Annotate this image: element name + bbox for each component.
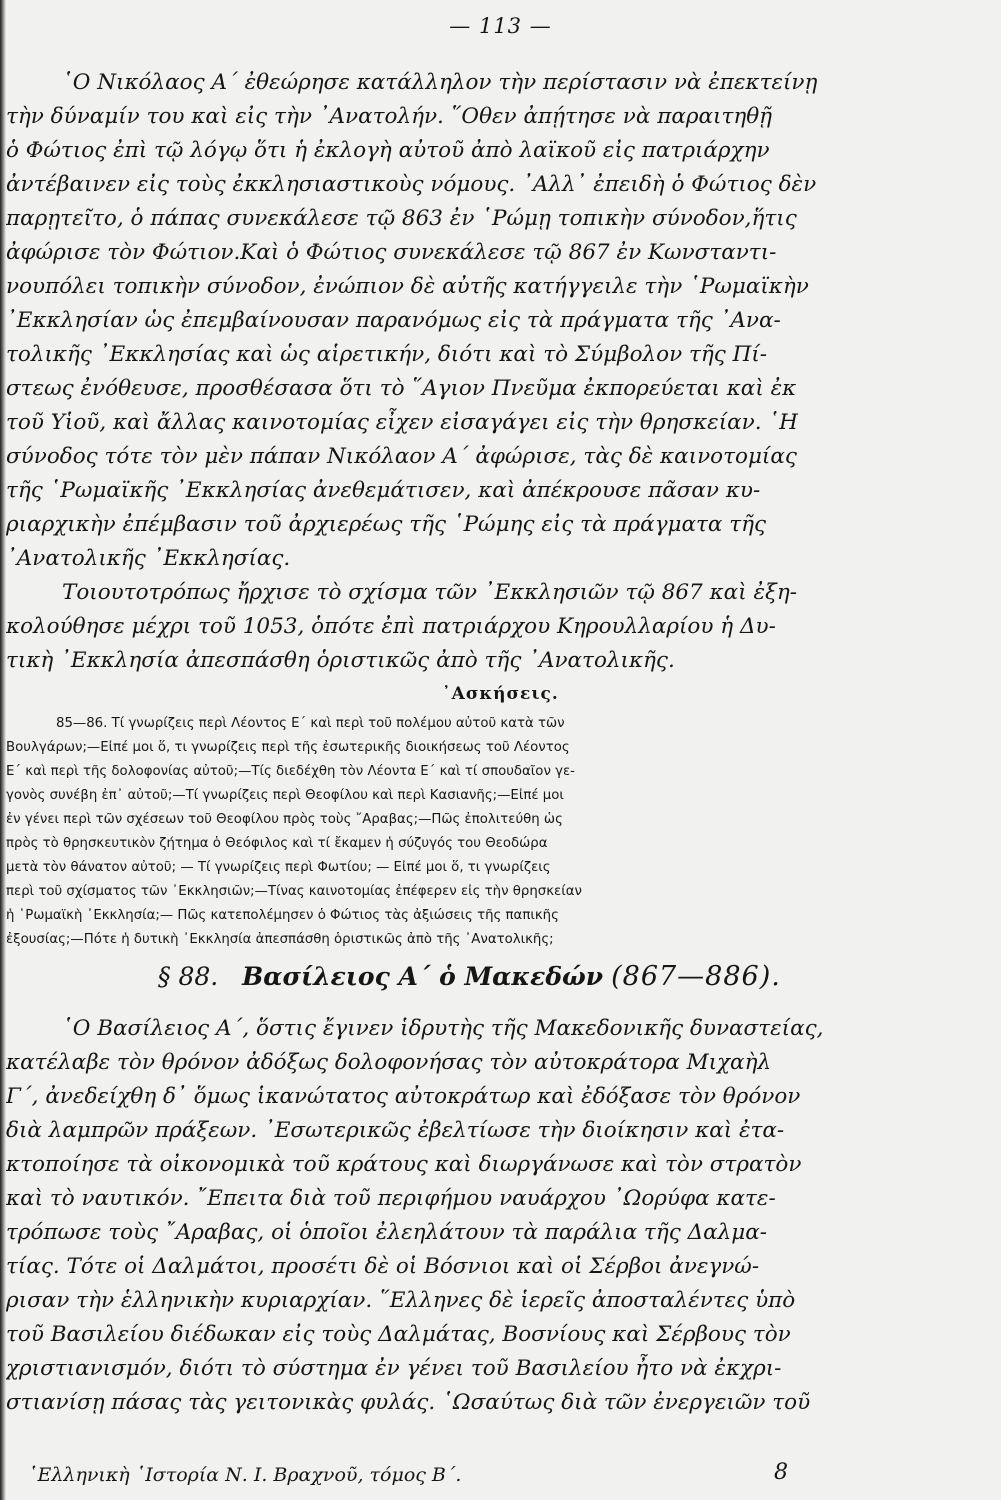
text-line: ρισαν τὴν ἑλληνικὴν κυριαρχίαν. ῞Ελληνες δὲ ἱερεῖς ἀποσταλέντες ὑπὸ	[6, 1288, 796, 1313]
text-line: τίας. Τότε οἱ Δαλμάτοι, προσέτι δὲ οἱ Βόσνιοι καὶ οἱ Σέρβοι ἀνεγνώ-	[6, 1254, 760, 1279]
section-symbol: § 88.	[158, 962, 219, 991]
section-title: Βασίλειος Α΄ ὁ Μακεδών	[242, 962, 604, 991]
text-line: ἀντέβαινεν εἰς τοὺς ἐκκλησιαστικοὺς νόμους. ᾿Αλλ᾿ ἐπειδὴ ὁ Φώτιος δὲν	[6, 172, 817, 197]
exercise-line: ἡ ῾Ρωμαϊκὴ ᾿Εκκλησία;— Πῶς κατεπολέμησεν ὁ Φώτιος τὰς ἀξιώσεις τῆς παπικῆς	[6, 908, 559, 923]
text-line: ῾Ο Βασίλειος Α΄, ὅστις ἔγινεν ἱδρυτὴς τῆς Μακεδονικῆς δυναστείας,	[62, 1016, 824, 1041]
text-line: ᾿Εκκλησίαν ὡς ἐπεμβαίνουσαν παρανόμως εἰς τὰ πράγματα τῆς ᾿Ανα-	[6, 308, 781, 333]
text-line: τρόπωσε τοὺς ῎Αραβας, οἱ ὁποῖοι ἐλεηλάτουν τὰ παράλια τῆς Δαλμα-	[6, 1220, 768, 1245]
text-line: στεως ἐνόθευσε, προσθέσασα ὅτι τὸ ῞Αγιον Πνεῦμα ἐκπορεύεται καὶ ἐκ	[6, 376, 797, 401]
text-line: ῾Ο Νικόλαος Α΄ ἐθεώρησε κατάλληλον τὴν περίστασιν νὰ ἐπεκτείνῃ	[62, 70, 818, 95]
signature-mark: 8	[774, 1460, 788, 1485]
footer-book-title: ῾Ελληνικὴ ῾Ιστορία Ν. Ι. Βραχνοῦ, τόμος Β΄.	[28, 1464, 462, 1486]
exercise-line: πρὸς τὸ θρησκευτικὸν ζήτημα ὁ Θεόφιλος καὶ τί ἔκαμεν ἡ σύζυγός του Θεοδώρα	[6, 836, 548, 851]
text-line: χριστιανισμόν, διότι τὸ σύστημα ἐν γένει τοῦ Βασιλείου ἦτο νὰ ἐκχρι-	[6, 1356, 782, 1381]
text-line: νουπόλει τοπικὴν σύνοδον, ἐνώπιον δὲ αὐτῆς κατήγγειλε τὴν ῾Ρωμαϊκὴν	[6, 274, 809, 299]
text-line: κολούθησε μέχρι τοῦ 1053, ὁπότε ἐπὶ πατριάρχου Κηρουλλαρίου ἡ Δυ-	[6, 614, 776, 639]
text-line: κατέλαβε τὸν θρόνον ἀδόξως δολοφονήσας τὸν αὐτοκράτορα Μιχαὴλ	[6, 1050, 772, 1075]
exercise-line: 85—86. Τί γνωρίζεις περὶ Λέοντος Ε΄ καὶ περὶ τοῦ πολέμου αὐτοῦ κατὰ τῶν	[56, 716, 565, 731]
text-line: τοῦ Υἱοῦ, καὶ ἄλλας καινοτομίας εἶχεν εἰσαγάγει εἰς τὴν θρησκείαν. ῾Η	[6, 410, 798, 435]
text-line: τὴν δύναμίν του καὶ εἰς τὴν ᾿Ανατολήν. ῞Οθεν ἀπῄτησε νὰ παραιτηθῇ	[6, 104, 773, 129]
exercise-line: Βουλγάρων;—Εἰπέ μοι ὅ, τι γνωρίζεις περὶ τῆς ἐσωτερικῆς διοικήσεως τοῦ Λέοντος	[6, 740, 570, 755]
text-line: στιανίσῃ πάσας τὰς γειτονικὰς φυλάς. ῾Ωσαύτως διὰ τῶν ἐνεργειῶν τοῦ	[6, 1390, 811, 1415]
text-line: ἀφώρισε τὸν Φώτιον.Καὶ ὁ Φώτιος συνεκάλεσε τῷ 867 ἐν Κωνσταντι-	[6, 240, 777, 265]
text-line: καὶ τὸ ναυτικόν. ῎Επειτα διὰ τοῦ περιφήμου ναυάρχου ᾿Ωορύφα κατε-	[6, 1186, 776, 1211]
section-heading	[158, 960, 781, 994]
text-line: τολικῆς ᾿Εκκλησίας καὶ ὡς αἱρετικήν, διότι καὶ τὸ Σύμβολον τῆς Πί-	[6, 342, 768, 367]
text-line: παρῃτεῖτο, ὁ πάπας συνεκάλεσε τῷ 863 ἐν ῾Ρώμῃ τοπικὴν σύνοδον,ἥτις	[6, 206, 797, 231]
section-dates: (867—886).	[611, 961, 781, 992]
text-line: τοῦ Βασιλείου διέδωκαν εἰς τοὺς Δαλμάτας, Βοσνίους καὶ Σέρβους τὸν	[6, 1322, 791, 1347]
exercise-line: ἐξουσίας;—Πότε ἡ δυτικὴ ᾿Εκκλησία ἀπεσπάσθη ὁριστικῶς ἀπὸ τῆς ᾿Ανατολικῆς;	[6, 932, 554, 947]
exercise-line: γονὸς συνέβη ἐπ᾿ αὐτοῦ;—Τί γνωρίζεις περὶ Θεοφίλου καὶ περὶ Κασιανῆς;—Εἰπέ μοι	[6, 788, 564, 803]
text-line: κτοποίησε τὰ οἰκονομικὰ τοῦ κράτους καὶ διωργάνωσε καὶ τὸν στρατὸν	[6, 1152, 802, 1177]
text-line: ὁ Φώτιος ἐπὶ τῷ λόγῳ ὅτι ἡ ἐκλογὴ αὐτοῦ ἀπὸ λαϊκοῦ εἰς πατριάρχην	[6, 138, 770, 163]
text-line: σύνοδος τότε τὸν μὲν πάπαν Νικόλαον Α΄ ἀφώρισε, τὰς δὲ καινοτομίας	[6, 444, 797, 469]
text-line: Γ΄, ἀνεδείχθη δ᾿ ὅμως ἱκανώτατος αὐτοκράτωρ καὶ ἐδόξασε τὸν θρόνον	[6, 1084, 801, 1109]
exercise-line: μετὰ τὸν θάνατον αὐτοῦ; — Τί γνωρίζεις περὶ Φωτίου; — Εἰπέ μοι ὅ, τι γνωρίζεις	[6, 860, 551, 875]
text-line: ᾿Ανατολικῆς ᾿Εκκλησίας.	[6, 546, 291, 571]
text-line: τικὴ ᾿Εκκλησία ἀπεσπάσθη ὁριστικῶς ἀπὸ τῆς ᾿Ανατολικῆς.	[6, 648, 675, 673]
exercise-line: Ε΄ καὶ περὶ τῆς δολοφονίας αὐτοῦ;—Τίς διεδέχθη τὸν Λέοντα Ε΄ καὶ τί σπουδαῖον γε-	[6, 764, 575, 779]
exercise-line: ἐν γένει περὶ τῶν σχέσεων τοῦ Θεοφίλου πρὸς τοὺς ῎Αραβας;—Πῶς ἐπολιτεύθη ὡς	[6, 812, 563, 827]
text-line: Τοιουτοτρόπως ἤρχισε τὸ σχίσμα τῶν ᾿Εκκλησιῶν τῷ 867 καὶ ἐξη-	[62, 580, 797, 605]
text-line: ριαρχικὴν ἐπέμβασιν τοῦ ἀρχιερέως τῆς ῾Ρώμης εἰς τὰ πράγματα τῆς	[6, 512, 767, 537]
exercise-line: περὶ τοῦ σχίσματος τῶν ᾿Εκκλησιῶν;—Τίνας καινοτομίας ἐπέφερεν εἰς τὴν θρησκείαν	[6, 884, 582, 899]
page-number-header: — 113 —	[449, 14, 552, 38]
exercises-heading: ᾿Ασκήσεις.	[442, 684, 559, 704]
text-line: τῆς ῾Ρωμαϊκῆς ᾿Εκκλησίας ἀνεθεμάτισεν, καὶ ἀπέκρουσε πᾶσαν κυ-	[6, 478, 761, 503]
text-line: διὰ λαμπρῶν πράξεων. ᾿Εσωτερικῶς ἐβελτίωσε τὴν διοίκησιν καὶ ἐτα-	[6, 1118, 785, 1143]
